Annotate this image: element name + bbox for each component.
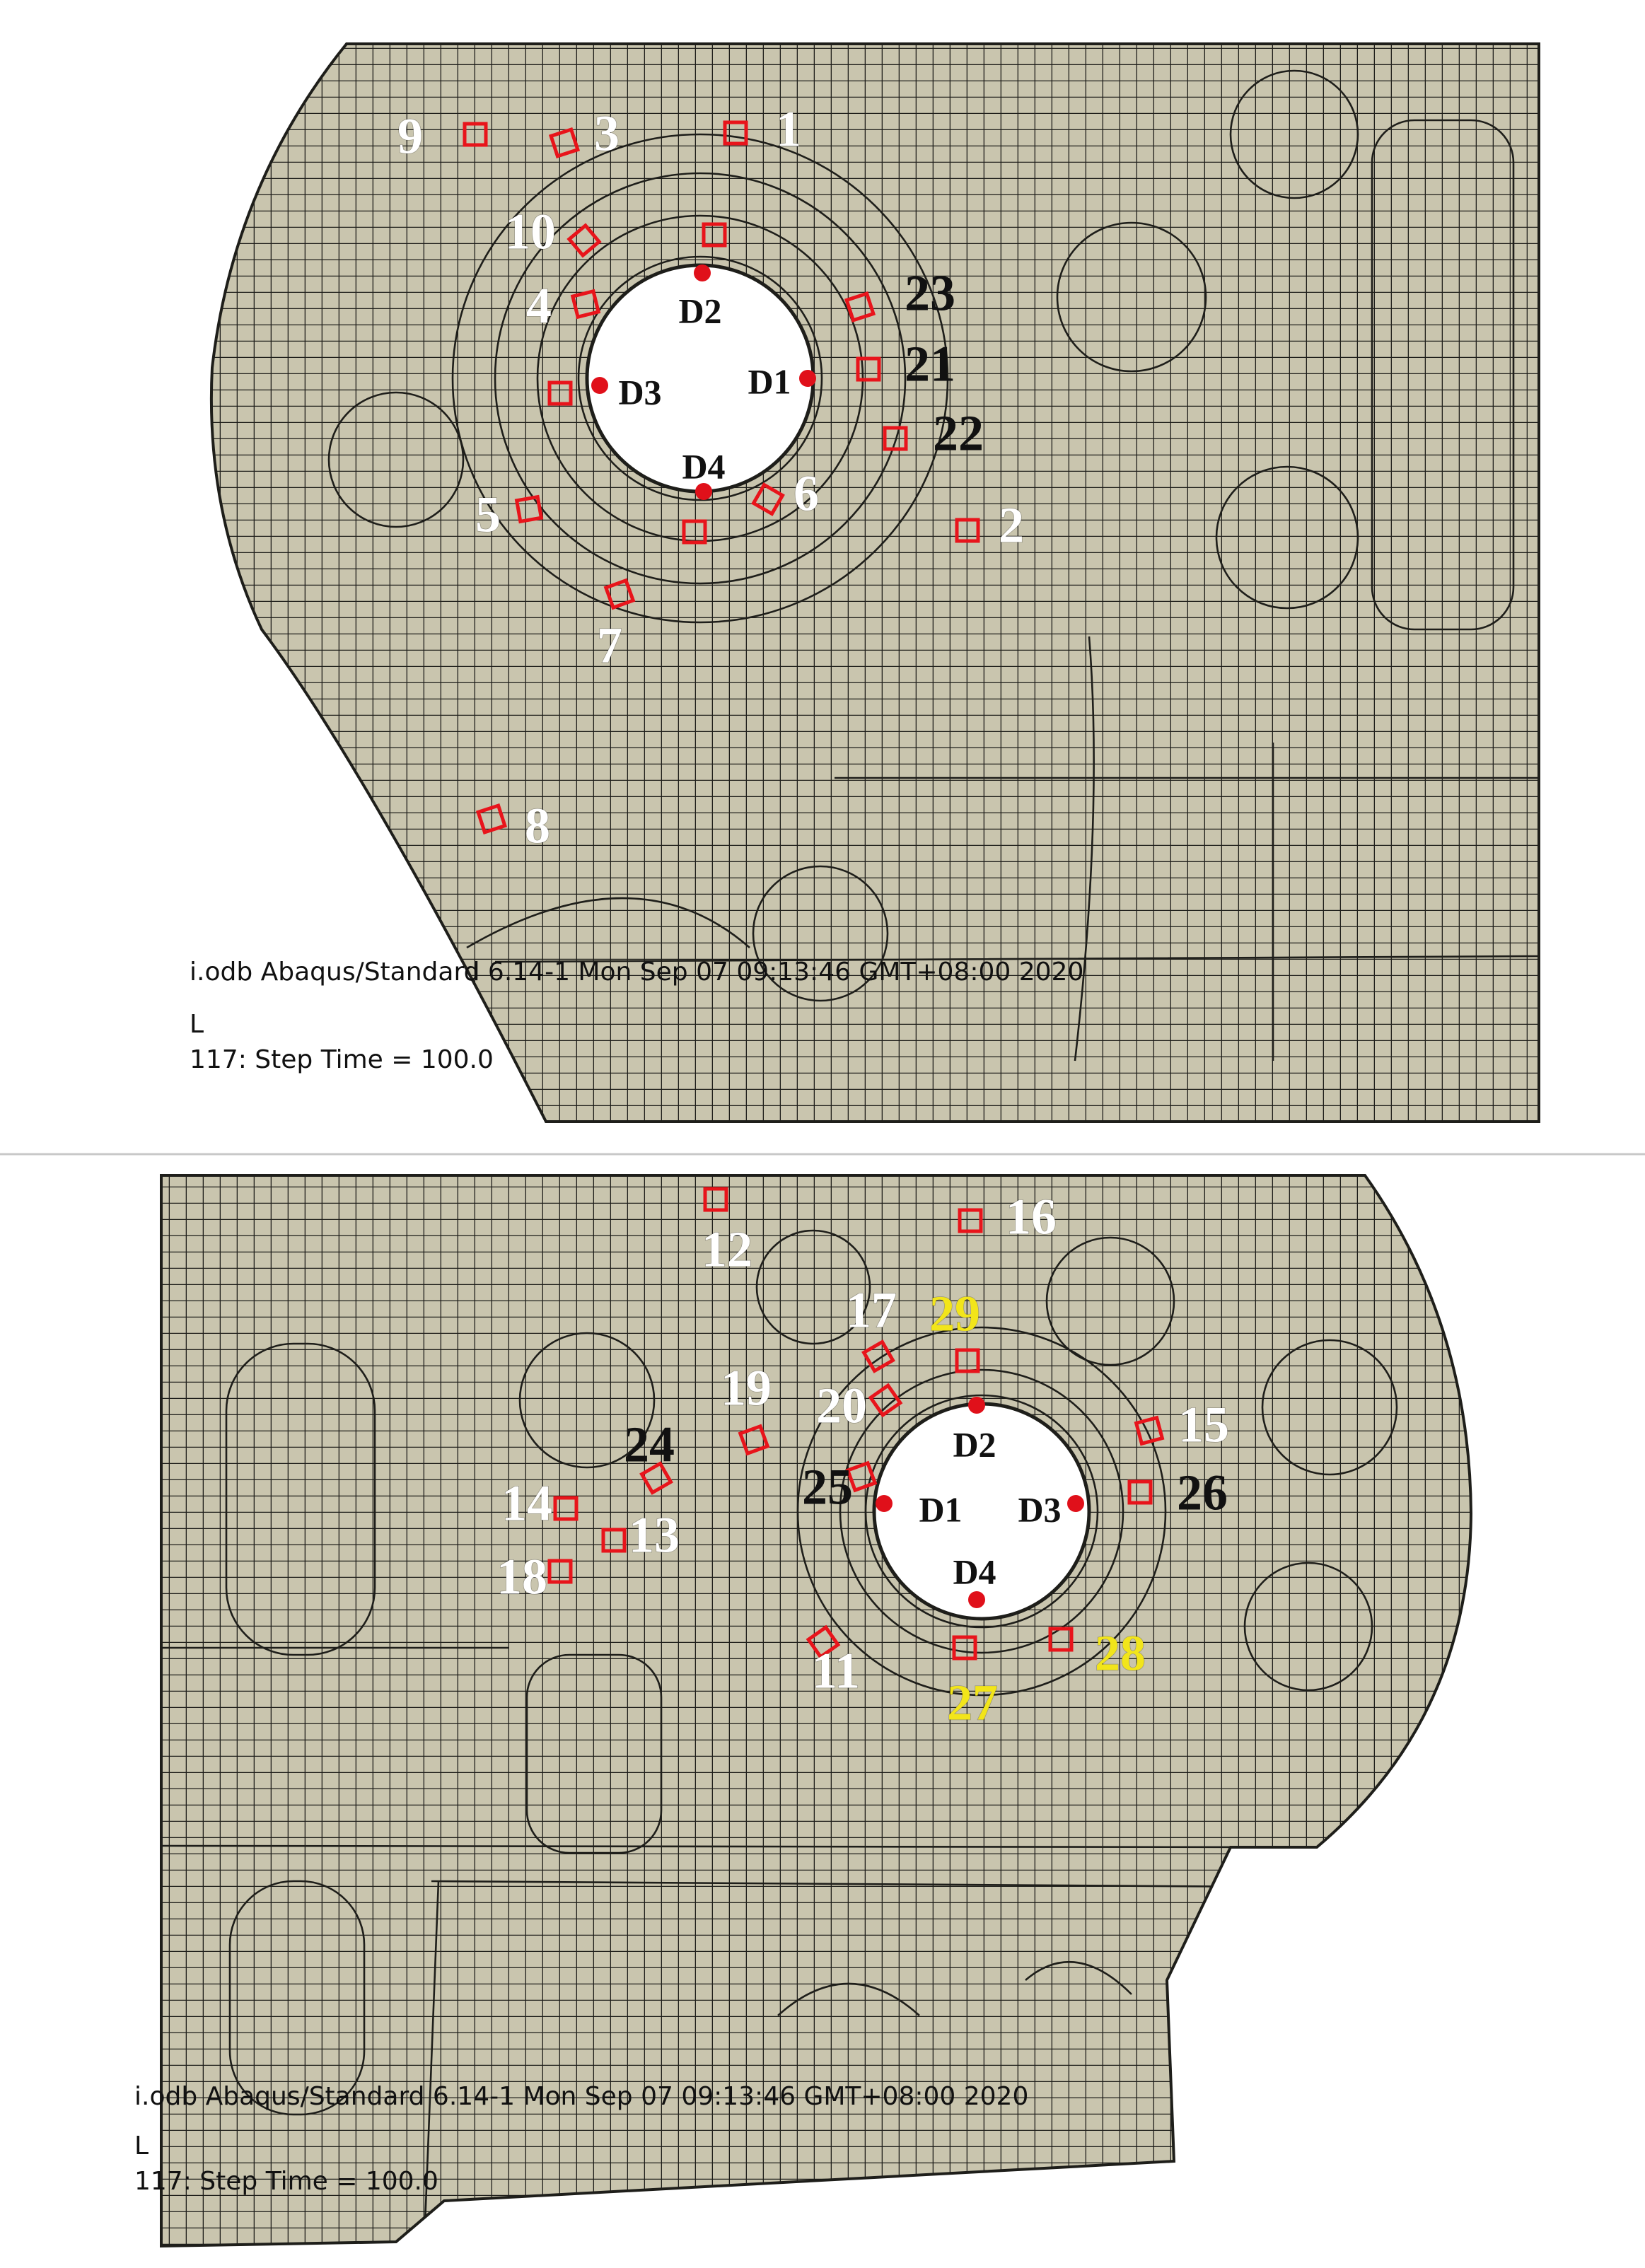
top-hole-point-d3: [591, 377, 608, 394]
top-hole-point-label-d4: D4: [682, 446, 726, 487]
top-info-line1: i.odb Abaqus/Standard 6.14-1 Mon Sep 07 09:13:46 GMT+08:00 2020: [190, 958, 1084, 987]
top-hole-point-label-d1: D1: [748, 361, 791, 402]
bottom-marker-label-12: 12: [702, 1221, 752, 1278]
top-marker-label-4: 4: [526, 277, 552, 335]
top-marker-label-7: 7: [597, 617, 622, 674]
bottom-marker-label-26: 26: [1177, 1464, 1228, 1521]
bottom-info-line3: 117: Step Time = 100.0: [134, 2167, 438, 2196]
bottom-hole-point-d2: [968, 1397, 985, 1414]
bottom-marker-label-28: 28: [1095, 1624, 1146, 1682]
bottom-hole-point-label-d1: D1: [919, 1489, 963, 1530]
bottom-marker-label-25: 25: [802, 1458, 853, 1516]
bottom-hole-point-label-d4: D4: [953, 1552, 996, 1592]
bottom-marker-label-19: 19: [721, 1359, 772, 1417]
bottom-marker-label-24: 24: [624, 1416, 675, 1473]
top-marker-label-1: 1: [776, 100, 801, 158]
bottom-info-line2: L: [134, 2132, 149, 2161]
bottom-info-line1: i.odb Abaqus/Standard 6.14-1 Mon Sep 07 09:13:46 GMT+08:00 2020: [134, 2082, 1029, 2111]
top-info-line2: L: [190, 1010, 204, 1039]
top-hole-point-label-d2: D2: [678, 291, 722, 331]
bottom-marker-label-20: 20: [816, 1377, 867, 1434]
bottom-marker-label-13: 13: [629, 1506, 680, 1564]
bottom-hole-point-d1: [876, 1495, 893, 1512]
bottom-mesh-panel: [134, 1175, 1471, 2246]
bottom-hole-point-label-d3: D3: [1018, 1489, 1062, 1530]
top-marker-label-9: 9: [397, 107, 423, 165]
bottom-marker-label-18: 18: [496, 1548, 547, 1605]
bottom-marker-label-11: 11: [811, 1642, 861, 1699]
top-hole-point-d1: [799, 370, 816, 387]
bottom-marker-label-14: 14: [501, 1475, 552, 1532]
top-marker-label-8: 8: [525, 797, 550, 854]
bottom-marker-label-17: 17: [846, 1281, 897, 1339]
bottom-marker-label-16: 16: [1006, 1188, 1057, 1245]
bottom-hole-point-label-d2: D2: [953, 1424, 996, 1465]
top-marker-label-2: 2: [999, 496, 1024, 554]
top-marker-label-5: 5: [475, 486, 501, 543]
top-marker-label-3: 3: [594, 105, 620, 162]
top-marker-label-10: 10: [505, 203, 556, 260]
top-marker-label-6: 6: [794, 465, 819, 522]
top-hole-point-label-d3: D3: [618, 372, 662, 412]
top-hole-point-d2: [694, 264, 711, 281]
bottom-marker-label-27: 27: [947, 1674, 998, 1731]
top-marker-label-23: 23: [905, 264, 955, 322]
bottom-hole-point-d3: [1067, 1495, 1084, 1512]
bottom-hole-point-d4: [968, 1591, 985, 1608]
top-mesh-panel: [190, 44, 1539, 1122]
top-marker-label-21: 21: [905, 335, 955, 392]
bottom-marker-label-15: 15: [1178, 1396, 1229, 1453]
bottom-marker-label-29: 29: [929, 1285, 980, 1342]
top-marker-label-22: 22: [933, 405, 984, 462]
top-info-line3: 117: Step Time = 100.0: [190, 1045, 494, 1074]
